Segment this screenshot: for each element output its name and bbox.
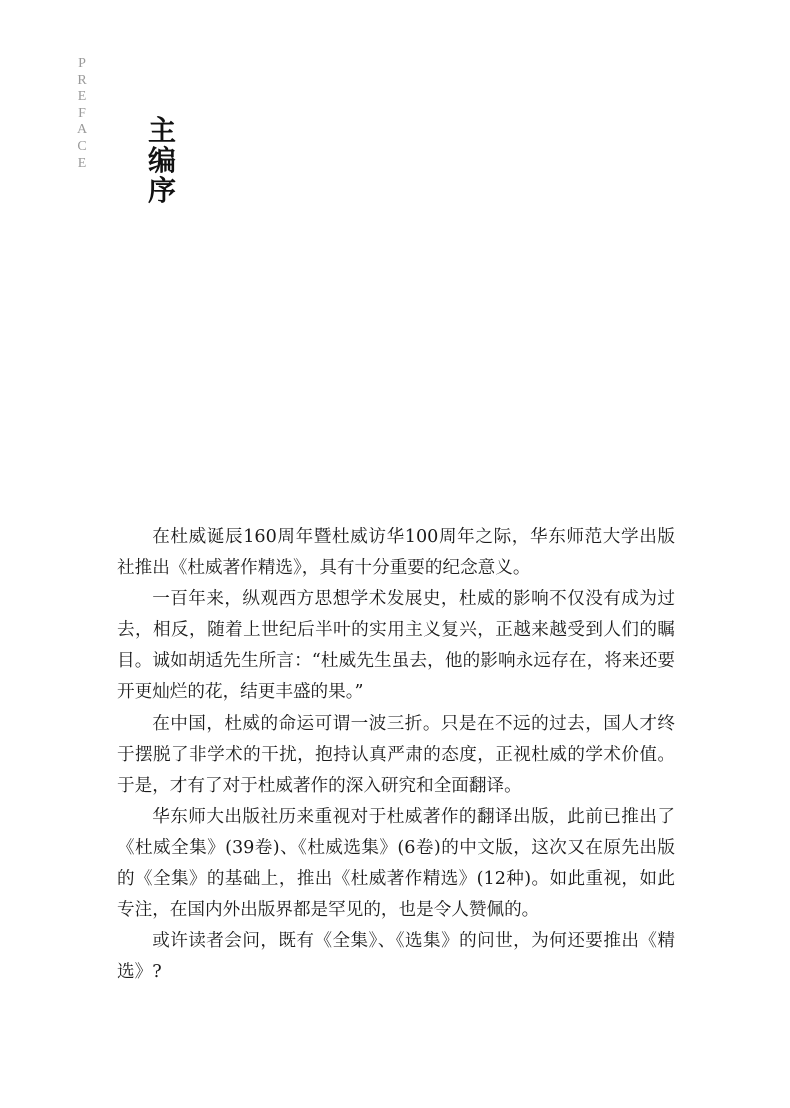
chapter-title-char: 主 <box>147 114 176 147</box>
paragraph: 一百年来，纵观西方思想学术发展史，杜威的影响不仅没有成为过去，相反，随着上世纪后半叶的实用主义复兴，正越来越受到人们的瞩目。诚如胡适先生所言：“杜威先生虽去，他的影响永远存在，将来还要开更灿烂的花，结更丰盛的果。” <box>117 589 675 703</box>
side-label-letter: F <box>78 105 86 121</box>
chapter-title-char: 序 <box>147 174 176 207</box>
paragraph: 或许读者会问，既有《全集》、《选集》的问世，为何还要推出《精选》? <box>117 931 675 983</box>
side-label-letter: C <box>77 138 87 154</box>
side-label-letter: P <box>78 56 86 71</box>
paragraph: 华东师大出版社历来重视对于杜威著作的翻译出版，此前已推出了《杜威全集》(39卷)、《杜威选集》(6卷)的中文版，这次又在原先出版的《全集》的基础上，推出《杜威著作精选》(12种)。如此重视，如此专注，在国内外出版界都是罕见的，也是令人赞佩的。 <box>117 806 675 921</box>
chapter-title <box>142 116 182 206</box>
side-label-letter: E <box>77 89 87 105</box>
side-label-letter: E <box>77 155 87 171</box>
preface-side-label <box>72 56 92 172</box>
paragraph: 在中国，杜威的命运可谓一波三折。只是在不远的过去，国人才终于摆脱了非学术的干扰，抱持认真严肃的态度，正视杜威的学术价值。于是，才有了对于杜威著作的深入研究和全面翻译。 <box>117 713 675 796</box>
paragraph: 在杜威诞辰160周年暨杜威访华100周年之际，华东师范大学出版社推出《杜威著作精选》，具有十分重要的纪念意义。 <box>117 527 675 579</box>
body-text <box>117 522 675 988</box>
side-label-letter: A <box>76 122 88 138</box>
chapter-title-char: 编 <box>147 144 176 177</box>
side-label-letter: R <box>77 72 87 88</box>
